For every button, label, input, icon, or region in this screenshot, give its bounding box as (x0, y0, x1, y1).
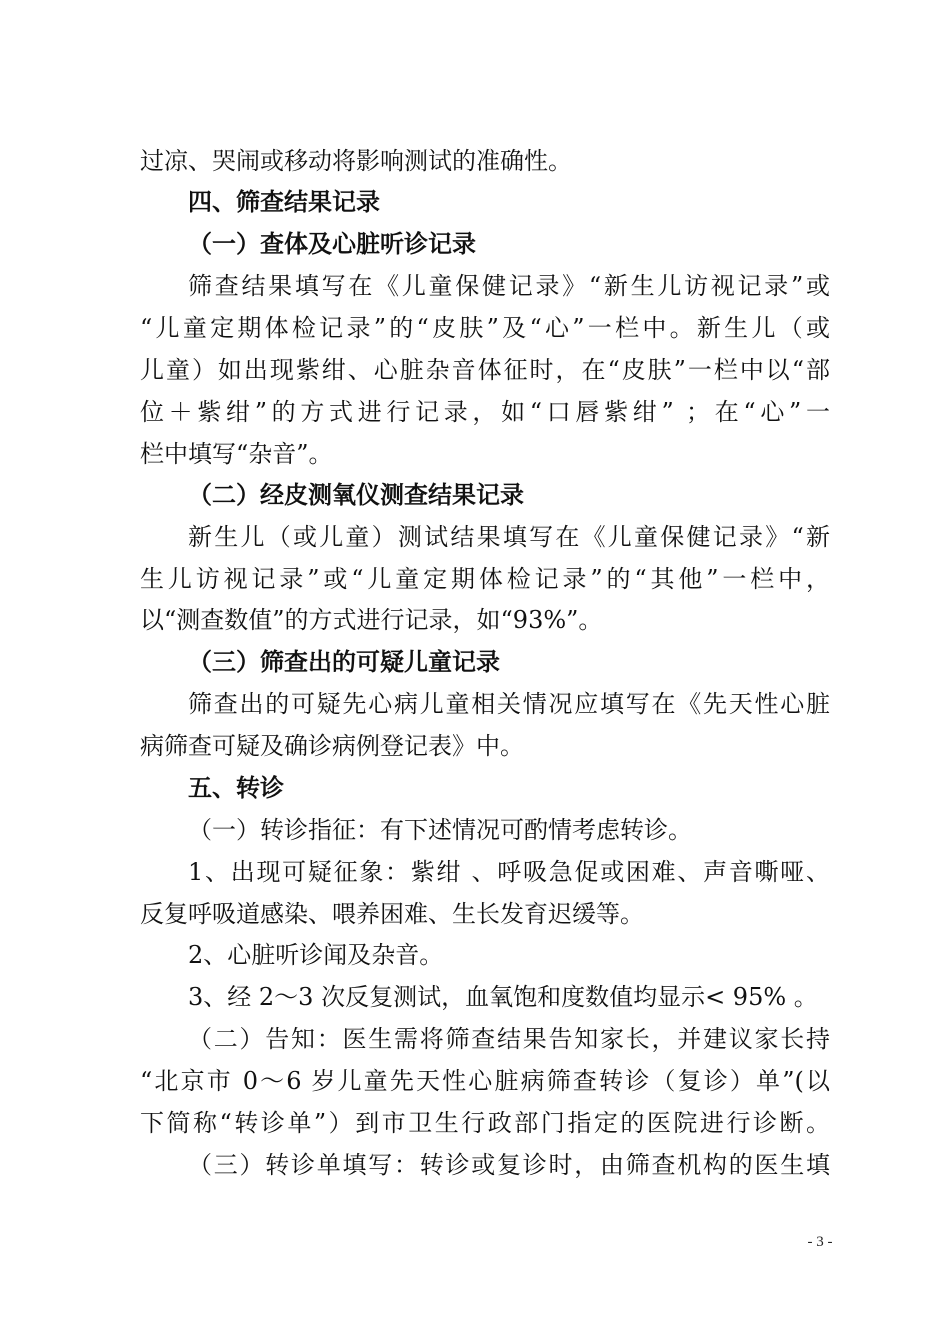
section-heading: 四、筛查结果记录 (188, 187, 380, 216)
list-item-text: 1、出现可疑征象：紫绀 、呼吸急促或困难、声音嘶哑、 (188, 858, 830, 886)
body-text-line: 下简称“转诊单”）到市卫生行政部门指定的医院进行诊断。 (140, 1109, 830, 1137)
list-item-text: 反复呼吸道感染、喂养困难、生长发育迟缓等。 (140, 900, 644, 928)
list-item-text: 2、心脏听诊闻及杂音。 (188, 941, 444, 969)
body-text-line: “北京市 0～6 岁儿童先天性心脏病筛查转诊（复诊）单”(以 (140, 1067, 830, 1095)
body-text-line: 以“测查数值”的方式进行记录，如“93%”。 (140, 606, 603, 634)
body-text-line: 生儿访视记录”或“儿童定期体检记录”的“其他”一栏中， (140, 565, 830, 593)
body-text-line: 位＋紫绀”的方式进行记录，如“口唇紫绀” ；在“心”一 (140, 398, 830, 426)
body-text-line: （一）转诊指征：有下述情况可酌情考虑转诊。 (188, 816, 692, 844)
body-text-line: 筛查结果填写在《儿童保健记录》“新生儿访视记录”或 (188, 272, 830, 300)
body-text-line: 筛查出的可疑先心病儿童相关情况应填写在《先天性心脏 (188, 690, 830, 718)
body-text-line: 新生儿（或儿童）测试结果填写在《儿童保健记录》“新 (188, 523, 830, 551)
body-text-line: 病筛查可疑及确诊病例登记表》中。 (140, 732, 524, 760)
body-text-line: （三）转诊单填写：转诊或复诊时，由筛查机构的医生填 (188, 1151, 830, 1179)
list-item-text: 3、经 2～3 次反复测试，血氧饱和度数值均显示< 95% 。 (188, 983, 818, 1011)
body-text-line: 栏中填写“杂音”。 (140, 440, 333, 468)
page-number: - 3 - (807, 1234, 833, 1250)
subsection-heading: （二）经皮测氧仪测查结果记录 (188, 480, 524, 509)
body-text-line: （二）告知：医生需将筛查结果告知家长，并建议家长持 (188, 1025, 830, 1053)
body-text-line: 过凉、哭闹或移动将影响测试的准确性。 (140, 147, 572, 175)
body-text-line: “儿童定期体检记录”的“皮肤”及“心”一栏中。新生儿（或 (140, 314, 830, 342)
subsection-heading: （三）筛查出的可疑儿童记录 (188, 647, 500, 676)
section-heading: 五、转诊 (188, 773, 284, 802)
subsection-heading: （一）查体及心脏听诊记录 (188, 229, 476, 258)
body-text-line: 儿童）如出现紫绀、心脏杂音体征时，在“皮肤”一栏中以“部 (140, 356, 830, 384)
